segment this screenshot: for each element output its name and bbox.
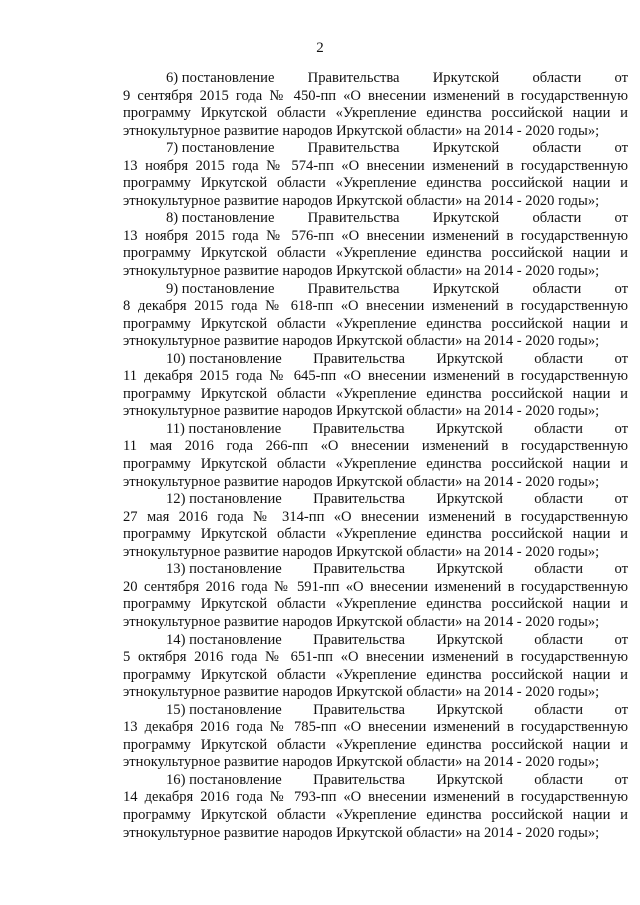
item-word: 15) постановление [166,701,282,718]
item-line3: программу Иркутской области «Укрепление единства российской нации и [123,736,628,753]
item-first-line [123,210,628,228]
item-word: 14) постановление [166,631,282,648]
item-word: области [532,280,582,297]
list-item [123,561,628,631]
item-first-line [123,421,628,439]
item-line4: этнокультурное развитие народов Иркутской области» на 2014 - 2020 годы»; [123,192,600,209]
item-word: Правительства [313,701,405,718]
list-item [123,281,628,351]
item-first-line [123,351,628,369]
item-line4: этнокультурное развитие народов Иркутской области» на 2014 - 2020 годы»; [123,473,600,490]
item-word: Иркутской [436,420,503,437]
item-line2: 13 ноября 2015 года № 576-пп «О внесении изменений в государственную [123,227,628,244]
item-word: Правительства [313,561,405,578]
item-line2: 14 декабря 2016 года № 793-пп «О внесении изменений в государственную [123,789,628,806]
item-line3: программу Иркутской области «Укрепление единства российской нации и [123,456,628,473]
list-item [123,772,628,842]
list-item [123,351,628,421]
item-word: от [614,631,628,648]
item-first-line [123,632,628,650]
item-word: от [614,561,628,578]
item-word: 11) постановление [166,420,282,437]
item-line4: этнокультурное развитие народов Иркутской области» на 2014 - 2020 годы»; [123,403,600,420]
item-word: 12) постановление [166,491,282,508]
list-item [123,491,628,561]
item-word: 16) постановление [166,771,282,788]
item-word: от [614,491,628,508]
item-word: от [614,701,628,718]
item-word: от [614,420,628,437]
item-line4: этнокультурное развитие народов Иркутской области» на 2014 - 2020 годы»; [123,263,600,280]
item-first-line [123,140,628,158]
item-word: области [532,140,582,157]
list-item [123,421,628,491]
item-word: области [534,350,584,367]
item-line4: этнокультурное развитие народов Иркутской области» на 2014 - 2020 годы»; [123,613,600,630]
item-word: от [614,210,628,227]
item-line2: 8 декабря 2015 года № 618-пп «О внесении изменений в государственную [123,298,628,315]
item-word: области [534,771,584,788]
item-word: Иркутской [432,280,500,297]
item-word: Правительства [312,420,405,437]
item-word: 7) постановление [166,140,275,157]
item-word: Правительства [307,140,400,157]
item-line4: этнокультурное развитие народов Иркутской области» на 2014 - 2020 годы»; [123,333,600,350]
list-item [123,210,628,280]
item-first-line [123,281,628,299]
item-line2: 13 ноября 2015 года № 574-пп «О внесении изменений в государственную [123,157,628,174]
item-word: Правительства [313,771,405,788]
item-word: Правительства [307,210,400,227]
item-word: Иркутской [432,70,500,86]
item-line3: программу Иркутской области «Укрепление единства российской нации и [123,385,628,402]
item-first-line [123,491,628,509]
item-line3: программу Иркутской области «Укрепление единства российской нации и [123,245,628,262]
list-item [123,140,628,210]
item-word: 8) постановление [166,210,275,227]
item-word: 9) постановление [166,280,275,297]
item-line2: 27 мая 2016 года № 314-пп «О внесении изменений в государственную [123,508,628,525]
item-line3: программу Иркутской области «Укрепление единства российской нации и [123,105,628,122]
item-word: Правительства [313,350,405,367]
item-first-line [123,772,628,790]
item-word: 10) постановление [166,350,282,367]
item-word: Правительства [313,491,405,508]
item-word: Иркутской [436,491,503,508]
item-word: Правительства [313,631,405,648]
item-line2: 9 сентября 2015 года № 450-пп «О внесении изменений в государственную [123,87,628,104]
item-word: от [614,350,628,367]
item-word: области [534,420,583,437]
item-word: Иркутской [436,701,503,718]
item-word: области [534,561,584,578]
item-word: Иркутской [436,350,503,367]
item-line3: программу Иркутской области «Укрепление единства российской нации и [123,806,628,823]
item-line4: этнокультурное развитие народов Иркутской области» на 2014 - 2020 годы»; [123,543,600,560]
item-word: Иркутской [436,631,503,648]
list-item [123,632,628,702]
item-line2: 11 мая 2016 года 266-пп «О внесении изменений в государственную [123,438,628,455]
item-line4: этнокультурное развитие народов Иркутской области» на 2014 - 2020 годы»; [123,684,600,701]
item-line3: программу Иркутской области «Укрепление единства российской нации и [123,526,628,543]
item-word: области [534,701,584,718]
item-line4: этнокультурное развитие народов Иркутской области» на 2014 - 2020 годы»; [123,824,600,841]
item-line2: 11 декабря 2015 года № 645-пп «О внесении изменений в государственную [123,368,628,385]
item-line4: этнокультурное развитие народов Иркутской области» на 2014 - 2020 годы»; [123,754,600,771]
item-line2: 20 сентября 2016 года № 591-пп «О внесении изменений в государственную [123,578,628,595]
page-number: 2 [316,40,324,56]
item-line3: программу Иркутской области «Укрепление единства российской нации и [123,175,628,192]
item-word: 6) постановление [166,70,275,86]
item-word: области [532,70,582,86]
list-item [123,70,628,140]
item-line2: 13 декабря 2016 года № 785-пп «О внесении изменений в государственную [123,719,628,736]
item-first-line [123,702,628,720]
item-word: Правительства [307,70,400,86]
item-word: от [614,771,628,788]
item-word: области [534,491,584,508]
item-line3: программу Иркутской области «Укрепление единства российской нации и [123,315,628,332]
item-line3: программу Иркутской области «Укрепление единства российской нации и [123,666,628,683]
item-word: от [614,140,628,157]
item-word: области [532,210,582,227]
item-first-line [123,70,628,88]
item-word: от [614,280,628,297]
item-word: области [534,631,584,648]
item-word: 13) постановление [166,561,282,578]
item-line3: программу Иркутской области «Укрепление единства российской нации и [123,596,628,613]
item-first-line [123,561,628,579]
resolution-list [123,70,628,842]
list-item [123,702,628,772]
item-word: Иркутской [432,140,500,157]
item-word: от [614,70,628,86]
item-word: Иркутской [436,561,503,578]
item-word: Иркутской [436,771,503,788]
item-line4: этнокультурное развитие народов Иркутской области» на 2014 - 2020 годы»; [123,122,600,139]
item-word: Иркутской [432,210,500,227]
item-word: Правительства [307,280,400,297]
item-line2: 5 октября 2016 года № 651-пп «О внесении изменений в государственную [123,649,628,666]
